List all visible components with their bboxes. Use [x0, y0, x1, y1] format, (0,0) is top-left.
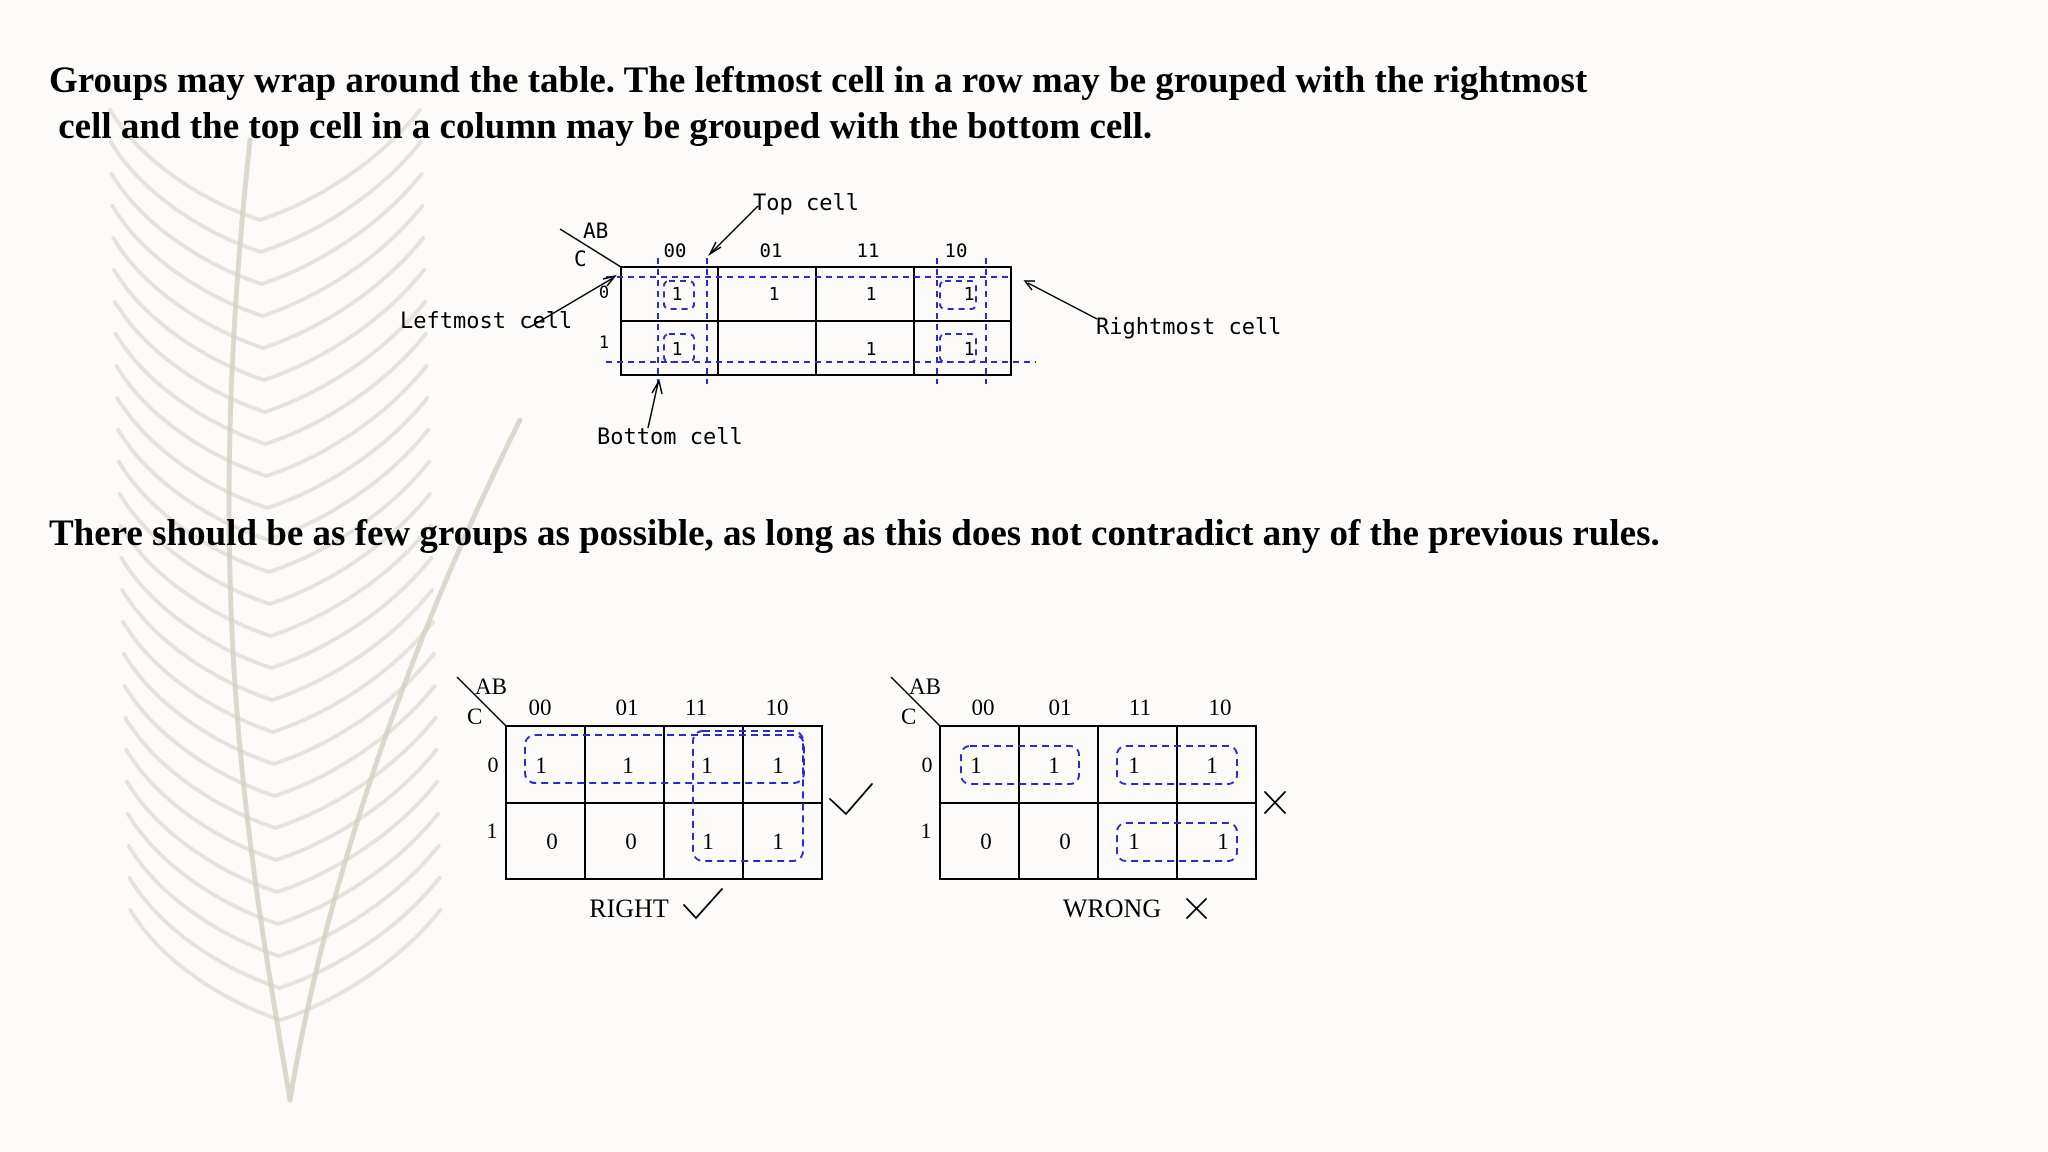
kmap-var-ab: AB — [583, 219, 609, 243]
kmap-row-header: 1 — [598, 333, 610, 353]
kmap-row-header: 0 — [921, 752, 933, 777]
kmap-var-c: C — [467, 704, 483, 729]
kmap-cell: 1 — [772, 753, 784, 778]
kmap-col-header: 01 — [1048, 695, 1072, 720]
kmap-var-ab: AB — [475, 674, 507, 699]
heading-fewest-groups-rule: There should be as few groups as possible, as long as this does not contradict any of the previous rules. — [49, 513, 1660, 554]
callout-leftmost-cell: Leftmost cell — [400, 309, 573, 334]
kmap-cell: 1 — [701, 753, 713, 778]
callout-bottom-cell: Bottom cell — [597, 425, 743, 450]
kmap-var-ab: AB — [909, 674, 941, 699]
kmap-col-header: 01 — [759, 240, 783, 262]
kmap-col-header: 00 — [528, 695, 552, 720]
kmap-col-header: 10 — [1208, 695, 1232, 720]
kmap-col-header: 11 — [856, 240, 880, 262]
kmap-cell: 0 — [980, 829, 992, 854]
kmap-row-header: 1 — [920, 818, 932, 843]
kmap-cell: 1 — [1128, 753, 1140, 778]
kmap-cell: 0 — [625, 829, 637, 854]
kmap-cell: 1 — [963, 339, 975, 360]
callout-top-cell: Top cell — [753, 191, 859, 216]
caption-right: RIGHT — [589, 894, 669, 923]
kmap-col-header: 10 — [944, 240, 968, 262]
kmap-cell: 1 — [772, 829, 784, 854]
kmap-cell: 0 — [1059, 829, 1071, 854]
kmap-col-header: 11 — [684, 695, 708, 720]
kmap-col-header: 11 — [1128, 695, 1152, 720]
kmap-col-header: 01 — [615, 695, 639, 720]
kmap-cell: 1 — [702, 829, 714, 854]
caption-wrong: WRONG — [1062, 894, 1162, 923]
kmap-cell: 1 — [622, 753, 634, 778]
kmap-cell: 1 — [1048, 753, 1060, 778]
kmap-row-header: 0 — [598, 283, 610, 303]
kmap-col-header: 00 — [663, 240, 687, 262]
kmap-cell: 1 — [865, 339, 877, 360]
kmap-var-c: C — [574, 247, 587, 271]
kmap-row-header: 1 — [486, 818, 498, 843]
kmap-col-header: 00 — [971, 695, 995, 720]
callout-rightmost-cell: Rightmost cell — [1096, 315, 1282, 340]
kmap-cell: 1 — [1206, 753, 1218, 778]
kmap-cell: 1 — [1128, 829, 1140, 854]
kmap-cell: 1 — [865, 284, 877, 305]
kmap-col-header: 10 — [765, 695, 789, 720]
kmap-cell: 1 — [963, 284, 975, 305]
kmap-cell: 1 — [535, 753, 547, 778]
kmap-cell: 1 — [970, 753, 982, 778]
heading-wraparound-rule: Groups may wrap around the table. The leftmost cell in a row may be grouped with the rightmost cell and the top cell in a column may be grouped with the bottom cell. — [49, 60, 1588, 147]
kmap-cell: 0 — [546, 829, 558, 854]
kmap-var-c: C — [901, 704, 917, 729]
kmap-cell: 1 — [671, 284, 683, 305]
kmap-row-header: 0 — [487, 752, 499, 777]
kmap-cell: 1 — [1217, 829, 1229, 854]
kmap-cell: 1 — [768, 284, 780, 305]
kmap-cell: 1 — [671, 339, 683, 360]
